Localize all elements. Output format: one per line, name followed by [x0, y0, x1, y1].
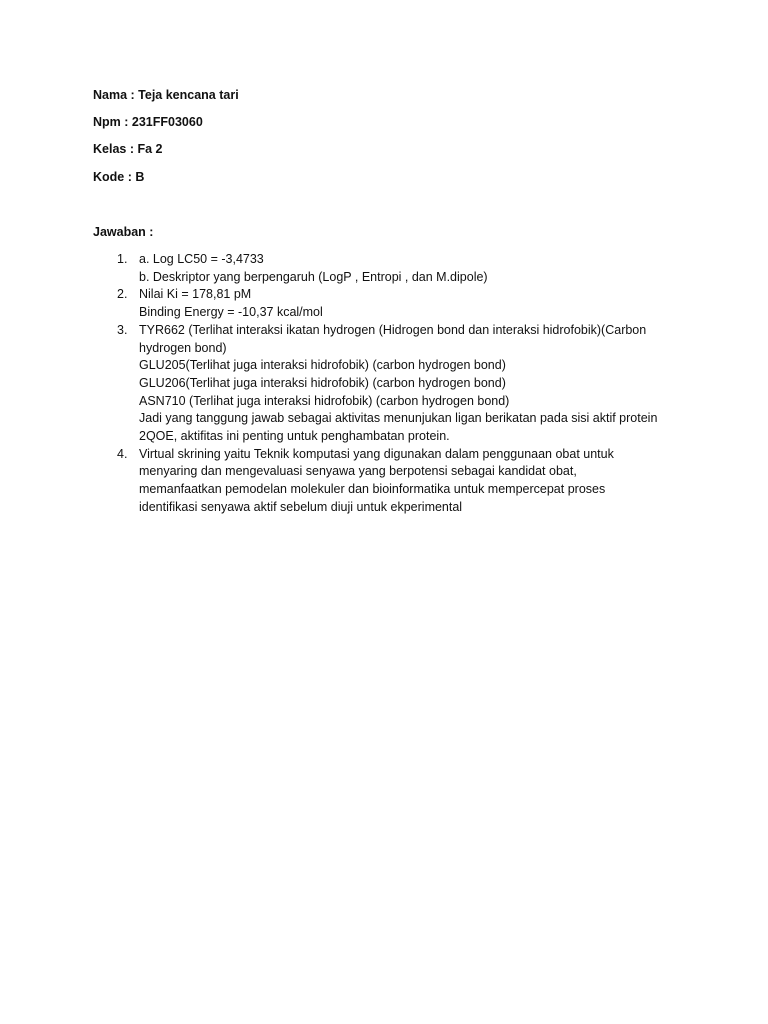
- answer-number: 2.: [117, 287, 128, 302]
- answers-heading: Jawaban :: [93, 225, 154, 239]
- answer-line: hydrogen bond): [139, 340, 227, 355]
- student-name: Nama : Teja kencana tari: [93, 88, 239, 102]
- answer-item-4: [93, 446, 693, 517]
- answer-number: 4.: [117, 446, 128, 461]
- answer-number: 1.: [117, 252, 128, 266]
- answer-item-1: [93, 251, 693, 286]
- answer-line: Nilai Ki = 178,81 pM: [139, 287, 252, 302]
- student-class: Kelas : Fa 2: [93, 142, 163, 156]
- answer-line: GLU205(Terlihat juga interaksi hidrofobik) (carbon hydrogen bond): [139, 358, 506, 373]
- student-npm: Npm : 231FF03060: [93, 115, 203, 129]
- answer-item-2: [93, 286, 693, 321]
- answer-line: 2QOE, aktifitas ini penting untuk penghambatan protein.: [139, 429, 450, 444]
- answer-line: ASN710 (Terlihat juga interaksi hidrofobik) (carbon hydrogen bond): [139, 393, 510, 408]
- answer-line: identifikasi senyawa aktif sebelum diuji untuk ekperimental: [139, 499, 463, 514]
- answer-line: menyaring dan mengevaluasi senyawa yang berpotensi sebagai kandidat obat,: [139, 464, 577, 479]
- answer-line: b. Deskriptor yang berpengaruh (LogP , Entropi , dan M.dipole): [139, 269, 488, 284]
- answer-line: GLU206(Terlihat juga interaksi hidrofobik) (carbon hydrogen bond): [139, 375, 506, 390]
- answers-list: [93, 251, 693, 517]
- answer-line: Jadi yang tanggung jawab sebagai aktivitas menunjukan ligan berikatan pada sisi aktif protein: [139, 411, 658, 426]
- answer-line: memanfaatkan pemodelan molekuler dan bioinformatika untuk mempercepat proses: [139, 482, 606, 497]
- answer-number: 3.: [117, 322, 128, 337]
- answer-line: Virtual skrining yaitu Teknik komputasi yang digunakan dalam penggunaan obat untuk: [139, 446, 614, 461]
- answer-line: TYR662 (Terlihat interaksi ikatan hydrogen (Hidrogen bond dan interaksi hidrofobik)(Carbon: [139, 322, 647, 337]
- answer-line: Binding Energy = -10,37 kcal/mol: [139, 305, 323, 320]
- answer-line: a. Log LC50 = -3,4733: [139, 252, 264, 266]
- student-code: Kode : B: [93, 170, 145, 184]
- answer-item-3: [93, 322, 693, 446]
